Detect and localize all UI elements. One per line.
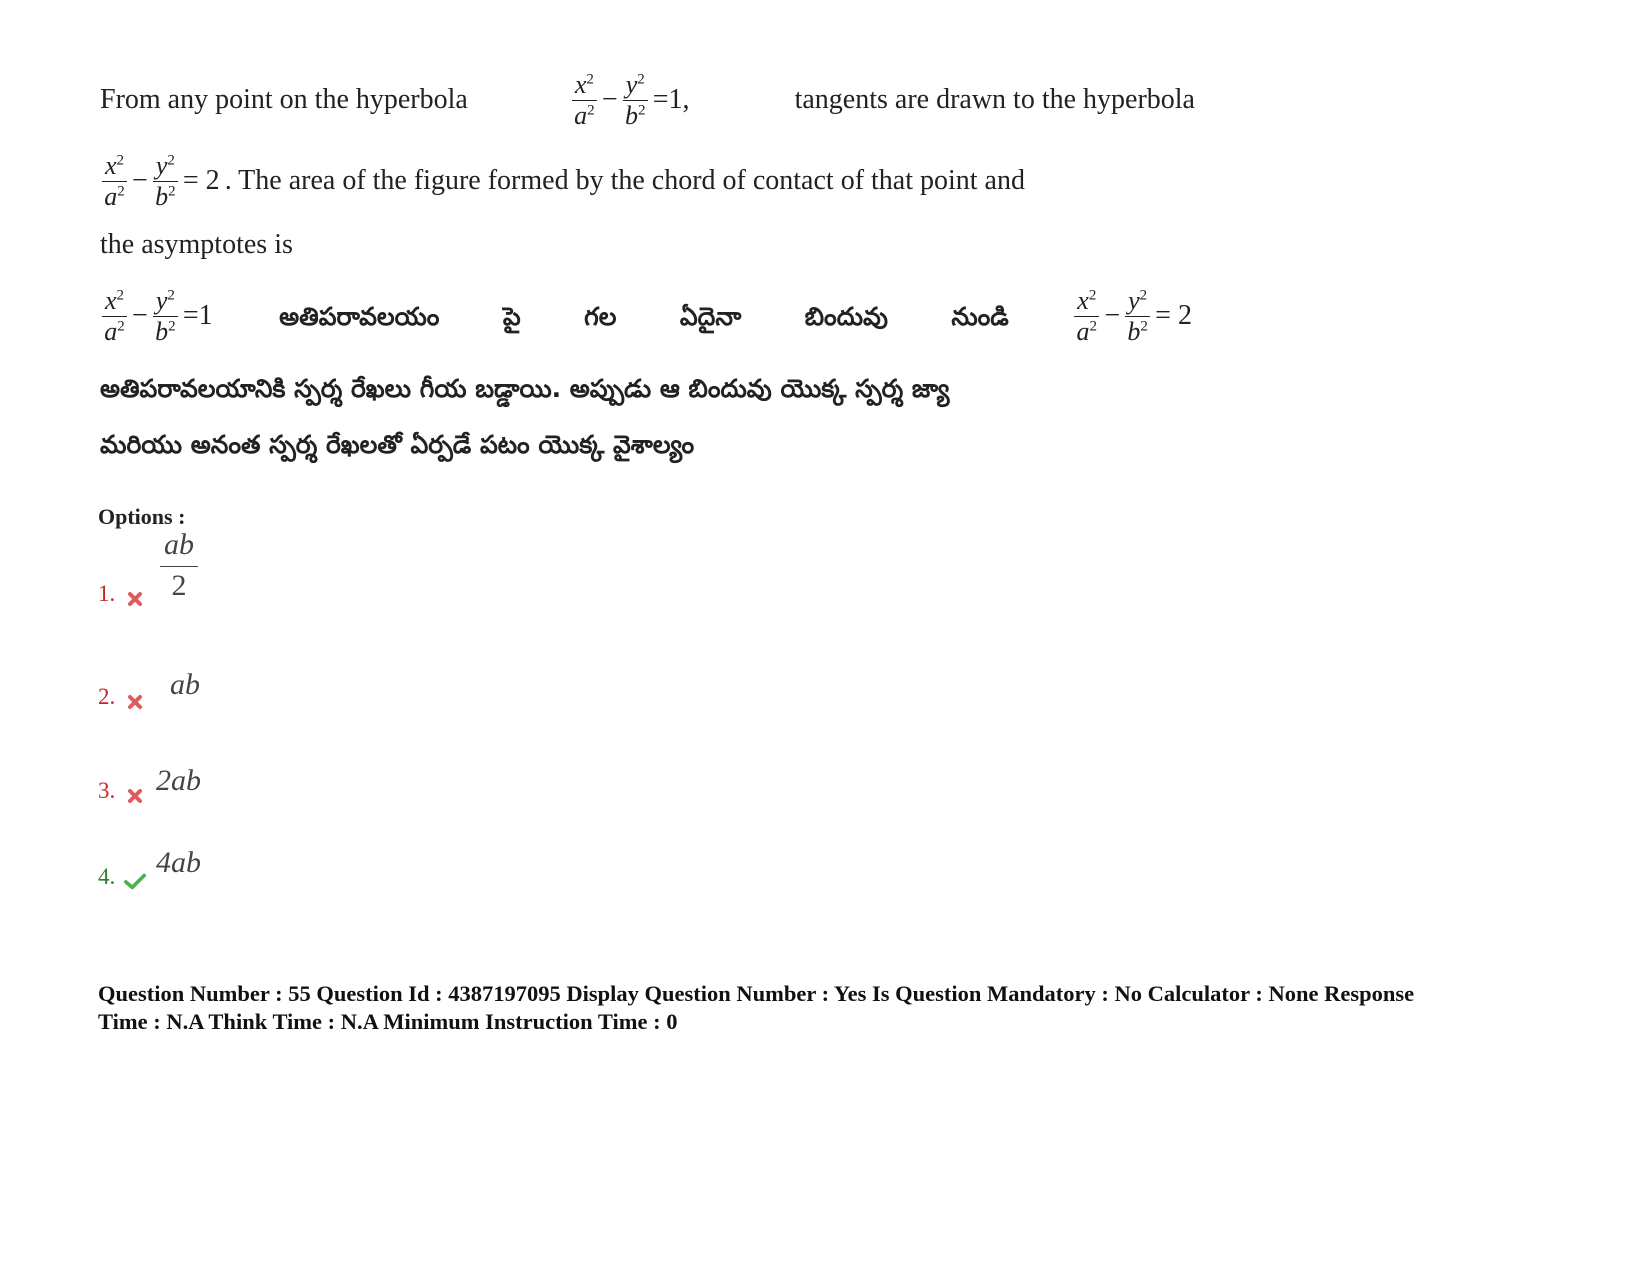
question-text-line2: . The area of the figure formed by the chord of contact of that point and [224,165,1025,196]
equation-te-hyperbola-2: $\frac{x^2}{a^2}$ − $\frac{y^2}{b^2}$ = 2 [1072,288,1195,345]
question-en-line-2 [100,140,1195,222]
question-en-line-1 [100,60,1195,140]
question-te-line-3: మరియు అనంత స్పర్శ రేఖలతో ఏర్పడే పటం యొక్క వైశాల్యం [100,429,695,459]
fraction-y2-b2: $\frac{y^2}{b^2}$ [623,72,648,129]
options-title: Options : [98,504,186,529]
metadata-line-2: Time : N.A Think Time : N.A Minimum Instruction Time : 0 [98,1009,678,1034]
question-metadata [98,980,1568,1036]
cross-icon [124,694,146,710]
question-block [100,60,1195,472]
question-te-line-2: అతిపరావలయానికి స్పర్శ రేఖలు గీయ బడ్డాయి. అప్పుడు ఆ బిందువు యొక్క స్పర్శ జ్యా [100,373,950,403]
metadata-line-1: Question Number : 55 Question Id : 4387197095 Display Question Number : Yes Is Question Mandatory : No Calculator : None Response [98,981,1415,1006]
option-3[interactable]: 3. 2ab [98,764,201,803]
check-icon [124,872,146,890]
equation-te-hyperbola-1: $\frac{x^2}{a^2}$ − $\frac{y^2}{b^2}$ =1 [100,288,216,345]
option-1-value: $\frac{ab}{2}$ [160,528,198,603]
cross-icon [124,591,146,607]
equation-hyperbola-2: $\frac{x^2}{a^2}$ − $\frac{y^2}{b^2}$ = 2 [100,153,223,210]
option-3-value: 2ab [156,764,201,797]
fraction-x2-a2: $\frac{x^2}{a^2}$ [572,72,597,129]
option-4-value: 4ab [156,846,201,879]
cross-icon [124,788,146,804]
option-1[interactable]: 1. $\frac{ab}{2}$ [98,528,198,607]
question-te-line-1: $\frac{x^2}{a^2}$ − $\frac{y^2}{b^2}$ =1 అతిపరావలయం పై గల ఏదైనా బిందువు నుండి $\frac{x^2}{a^2}$ − $\frac{y^2}{b^2}$ = 2 [100,272,1195,360]
question-text-end: tangents are drawn to the hyperbola [794,84,1195,115]
option-4[interactable]: 4. 4ab [98,846,201,889]
question-en-line-3: the asymptotes is [100,229,293,260]
option-2-value: ab [170,668,200,701]
equation-hyperbola-1: $\frac{x^2}{a^2}$ − $\frac{y^2}{b^2}$ =1, [570,72,693,129]
question-text-start: From any point on the hyperbola [100,84,468,115]
option-2[interactable]: 2. ab [98,668,200,709]
